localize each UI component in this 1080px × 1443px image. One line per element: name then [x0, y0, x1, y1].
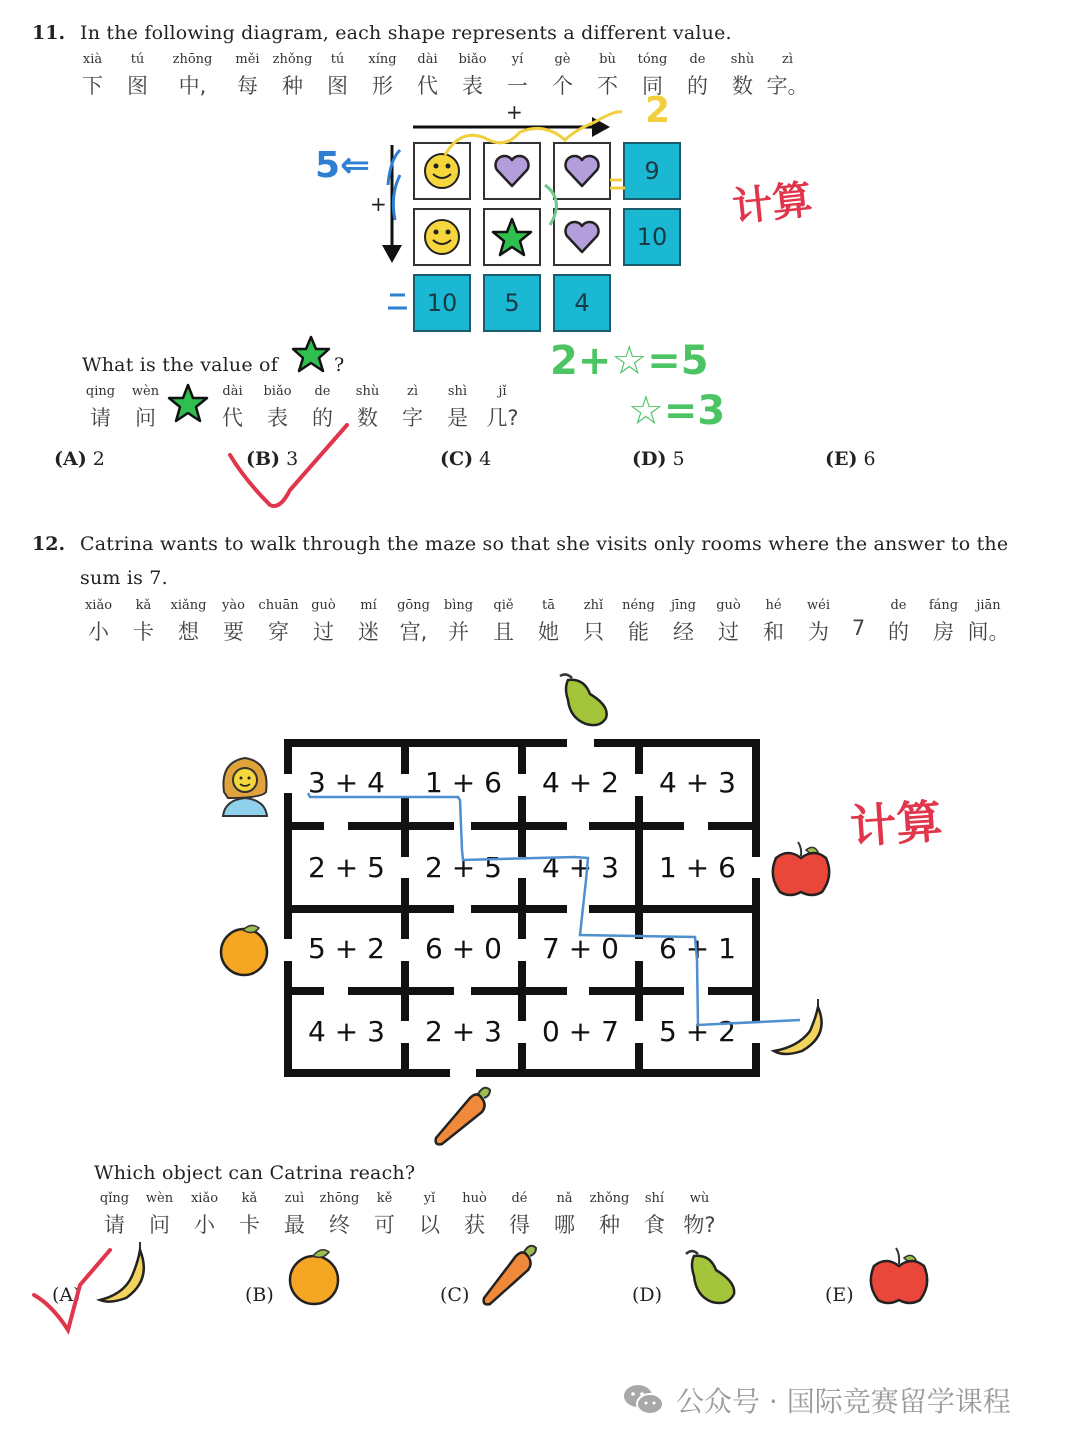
- pinyin: zì: [406, 384, 418, 399]
- pinyin: kǎ: [135, 598, 152, 613]
- pinyin: de: [890, 598, 907, 613]
- handwritten-note-compute: 计算: [848, 793, 944, 855]
- pinyin: zhǒng: [589, 1191, 630, 1206]
- maze-cell-r3c2: 6 + 0: [425, 932, 502, 965]
- pinyin: yǐ: [423, 1191, 436, 1206]
- hanzi: 数: [357, 406, 378, 430]
- hanzi: 过: [313, 620, 334, 644]
- hanzi: 卡: [239, 1213, 260, 1237]
- row-sum-2: 10: [623, 208, 681, 266]
- top-plus-operator: +: [506, 100, 523, 124]
- option-letter: (C): [440, 448, 474, 470]
- hanzi: 可: [374, 1213, 395, 1237]
- hanzi: 不: [597, 74, 618, 98]
- hanzi: 问: [135, 406, 156, 430]
- pear-icon: [548, 670, 614, 728]
- pinyin: zhǒng: [272, 52, 313, 67]
- pinyin: kǎ: [241, 1191, 258, 1206]
- hanzi: 中,: [178, 74, 207, 98]
- pinyin: qiě: [493, 598, 514, 613]
- hanzi: 表: [462, 74, 483, 98]
- hanzi: 穿: [268, 620, 289, 644]
- handwritten-green-line1: 2+☆=5: [550, 338, 709, 384]
- hanzi: 代: [222, 406, 243, 430]
- hanzi: 哪: [554, 1213, 575, 1237]
- pinyin: zhōng: [172, 52, 213, 67]
- maze-cell-r2c1: 2 + 5: [308, 851, 385, 884]
- hanzi: 请: [104, 1213, 125, 1237]
- pinyin: shí: [644, 1191, 665, 1206]
- maze-cell-r1c4: 4 + 3: [659, 766, 736, 799]
- pinyin: de: [689, 52, 706, 67]
- hanzi: 表: [267, 406, 288, 430]
- q12-option-d[interactable]: [632, 1284, 662, 1306]
- hanzi: 的: [888, 620, 909, 644]
- hanzi: 和: [763, 620, 784, 644]
- pinyin: kě: [376, 1191, 393, 1206]
- pinyin: bìng: [443, 598, 474, 613]
- apple-icon[interactable]: [864, 1244, 934, 1308]
- hanzi: 食: [644, 1213, 665, 1237]
- pinyin: huò: [462, 1191, 487, 1206]
- hanzi: 是: [447, 406, 468, 430]
- pinyin: nǎ: [556, 1191, 573, 1206]
- pinyin: mí: [360, 598, 377, 613]
- maze-cell-r1c2: 1 + 6: [425, 766, 502, 799]
- option-letter: (B): [246, 448, 281, 470]
- girl-icon: [218, 752, 272, 818]
- option-letter: (A): [54, 448, 87, 470]
- apple-icon: [768, 836, 836, 900]
- pinyin: qǐng: [99, 1191, 130, 1206]
- pinyin: dài: [222, 384, 243, 399]
- pinyin: shù: [355, 384, 380, 399]
- hanzi: 小: [194, 1213, 215, 1237]
- option-value: 3: [286, 448, 299, 470]
- hanzi: 下: [82, 74, 103, 98]
- q11-question-mark: ?: [334, 354, 345, 376]
- q12-q-hanzi: [92, 1209, 722, 1239]
- pinyin: néng: [622, 598, 655, 613]
- q12-question: Which object can Catrina reach?: [94, 1162, 416, 1184]
- pinyin: tā: [542, 598, 555, 613]
- option-letter: (D): [632, 1284, 663, 1306]
- option-value: 2: [92, 448, 105, 470]
- pinyin: gè: [554, 52, 571, 67]
- hanzi: 一: [507, 74, 528, 98]
- pinyin: biǎo: [263, 384, 292, 399]
- hanzi: 7: [851, 616, 866, 640]
- pinyin: qing: [85, 384, 116, 399]
- handwritten-blue-value: 5⇐: [315, 145, 371, 186]
- hanzi: 代: [417, 74, 438, 98]
- hanzi: 获: [464, 1213, 485, 1237]
- option-letter: (B): [245, 1284, 274, 1306]
- option-letter: (E): [825, 448, 858, 470]
- maze-cell-r4c4: 5 + 2: [659, 1015, 736, 1048]
- watermark-text: 公众号 · 国际竞赛留学课程: [676, 1385, 1011, 1418]
- hanzi: 过: [718, 620, 739, 644]
- maze-cell-r3c1: 5 + 2: [308, 932, 385, 965]
- pear-icon[interactable]: [678, 1246, 742, 1306]
- hanzi: 的: [687, 74, 708, 98]
- option-value: 4: [479, 448, 492, 470]
- pinyin: de: [314, 384, 331, 399]
- hanzi: 房: [933, 620, 954, 644]
- pinyin: wèn: [145, 1191, 174, 1206]
- col-sum-3: 4: [553, 274, 611, 332]
- pinyin: wù: [689, 1191, 710, 1206]
- maze-cell-r2c3: 4 + 3: [542, 851, 619, 884]
- hanzi: 只: [583, 620, 604, 644]
- hanzi: 为: [808, 620, 829, 644]
- maze-cell-r1c1: 3 + 4: [308, 766, 385, 799]
- pinyin: zuì: [284, 1191, 305, 1206]
- hanzi: 字。: [766, 74, 809, 98]
- q12-text-line2: sum is 7.: [80, 567, 168, 589]
- pinyin: chuān: [258, 598, 299, 613]
- pinyin: wèn: [131, 384, 160, 399]
- q12-q-pinyin: [92, 1191, 722, 1206]
- hanzi: 形: [372, 74, 393, 98]
- hanzi: 终: [329, 1213, 350, 1237]
- pinyin: gōng: [397, 598, 430, 613]
- banana-icon: [768, 995, 832, 1059]
- pinyin: tú: [330, 52, 345, 67]
- pinyin: xiǎo: [84, 598, 113, 613]
- pinyin: jǐ: [498, 384, 507, 399]
- pinyin: zhōng: [319, 1191, 360, 1206]
- hanzi: 个: [552, 74, 573, 98]
- pinyin: xíng: [368, 52, 397, 67]
- row-sum-1: 9: [623, 142, 681, 200]
- hanzi: 卡: [133, 620, 154, 644]
- hanzi: 以: [419, 1213, 440, 1237]
- maze-cell-r4c3: 0 + 7: [542, 1015, 619, 1048]
- option-value: 5: [672, 448, 685, 470]
- pinyin: xiǎo: [190, 1191, 219, 1206]
- hanzi: 请: [90, 406, 111, 430]
- hanzi: 字: [402, 406, 423, 430]
- maze-cell-r2c2: 2 + 5: [425, 851, 502, 884]
- col-sum-2: 5: [483, 274, 541, 332]
- pinyin: dé: [511, 1191, 528, 1206]
- hanzi: 迷: [358, 620, 379, 644]
- handwritten-green-line2: ☆=3: [628, 388, 726, 434]
- hanzi: 种: [282, 74, 303, 98]
- pinyin: zhǐ: [583, 598, 604, 613]
- option-letter: (A): [52, 1284, 81, 1306]
- option-letter: (E): [825, 1284, 854, 1306]
- pinyin: tú: [130, 52, 145, 67]
- pinyin: dài: [417, 52, 438, 67]
- hanzi: 同: [642, 74, 663, 98]
- hanzi: 图: [127, 74, 148, 98]
- q12-number: 12.: [32, 533, 66, 555]
- pinyin: zì: [781, 52, 793, 67]
- orange-icon[interactable]: [285, 1244, 343, 1306]
- hanzi: 间。: [967, 620, 1010, 644]
- hanzi: 想: [178, 620, 199, 644]
- pinyin: xiǎng: [170, 598, 207, 613]
- hanzi: 得: [509, 1213, 530, 1237]
- hanzi: 最: [284, 1213, 305, 1237]
- q12-option-c[interactable]: [440, 1284, 469, 1306]
- maze-cell-r2c4: 1 + 6: [659, 851, 736, 884]
- pinyin: xià: [82, 52, 103, 67]
- q12-option-e[interactable]: [825, 1284, 854, 1306]
- hanzi: 每: [237, 74, 258, 98]
- option-value: 6: [863, 448, 876, 470]
- orange-icon: [215, 920, 273, 978]
- q11-text: In the following diagram, each shape represents a different value.: [80, 22, 732, 44]
- pinyin: jiān: [976, 598, 1001, 613]
- pinyin: guò: [311, 598, 336, 613]
- hanzi: 问: [149, 1213, 170, 1237]
- wechat-icon: [622, 1382, 666, 1418]
- hanzi: 能: [628, 620, 649, 644]
- hanzi: 经: [673, 620, 694, 644]
- pinyin: yào: [222, 598, 245, 613]
- hanzi: 数: [732, 74, 753, 98]
- hanzi: 几?: [486, 406, 519, 430]
- pinyin: měi: [235, 52, 260, 67]
- pinyin: fáng: [928, 598, 959, 613]
- col-sum-1: 10: [413, 274, 471, 332]
- hanzi: 的: [312, 406, 333, 430]
- hanzi: 并: [448, 620, 469, 644]
- hanzi: 小: [88, 620, 109, 644]
- hanzi: 图: [327, 74, 348, 98]
- carrot-icon: [430, 1082, 496, 1148]
- watermark: [622, 1380, 1011, 1420]
- pinyin: yí: [511, 52, 524, 67]
- maze-cell-r3c4: 6 + 1: [659, 932, 736, 965]
- pinyin: wéi: [807, 598, 830, 613]
- handwritten-note-compute: 计算: [730, 176, 815, 232]
- hanzi: 宫,: [399, 620, 428, 644]
- hanzi: 要: [223, 620, 244, 644]
- question-text: What is the value of: [82, 354, 278, 376]
- hanzi: 她: [538, 620, 559, 644]
- pinyin: jīng: [671, 598, 696, 613]
- checkmark-icon: [30, 1245, 120, 1340]
- pinyin: tóng: [637, 52, 668, 67]
- carrot-icon[interactable]: [478, 1242, 540, 1308]
- maze-cell-r4c1: 4 + 3: [308, 1015, 385, 1048]
- hanzi: 物?: [683, 1213, 716, 1237]
- pinyin: shì: [447, 384, 468, 399]
- pinyin: shù: [730, 52, 755, 67]
- maze-cell-r4c2: 2 + 3: [425, 1015, 502, 1048]
- maze-cell-r1c3: 4 + 2: [542, 766, 619, 799]
- q11-number: 11.: [32, 22, 66, 44]
- option-letter: (C): [440, 1284, 470, 1306]
- hanzi: 种: [599, 1213, 620, 1237]
- pinyin: guò: [716, 598, 741, 613]
- handwritten-yellow-value: 2: [645, 90, 671, 131]
- option-letter: (D): [632, 448, 667, 470]
- pinyin: hé: [765, 598, 782, 613]
- pinyin: bù: [599, 52, 616, 67]
- maze-cell-r3c3: 7 + 0: [542, 932, 619, 965]
- left-plus-operator: +: [370, 192, 387, 216]
- pinyin: biǎo: [458, 52, 487, 67]
- hanzi: 且: [493, 620, 514, 644]
- q12-text-line1: Catrina wants to walk through the maze so that she visits only rooms where the answer to the: [80, 533, 1009, 555]
- q12-option-b[interactable]: [245, 1284, 274, 1306]
